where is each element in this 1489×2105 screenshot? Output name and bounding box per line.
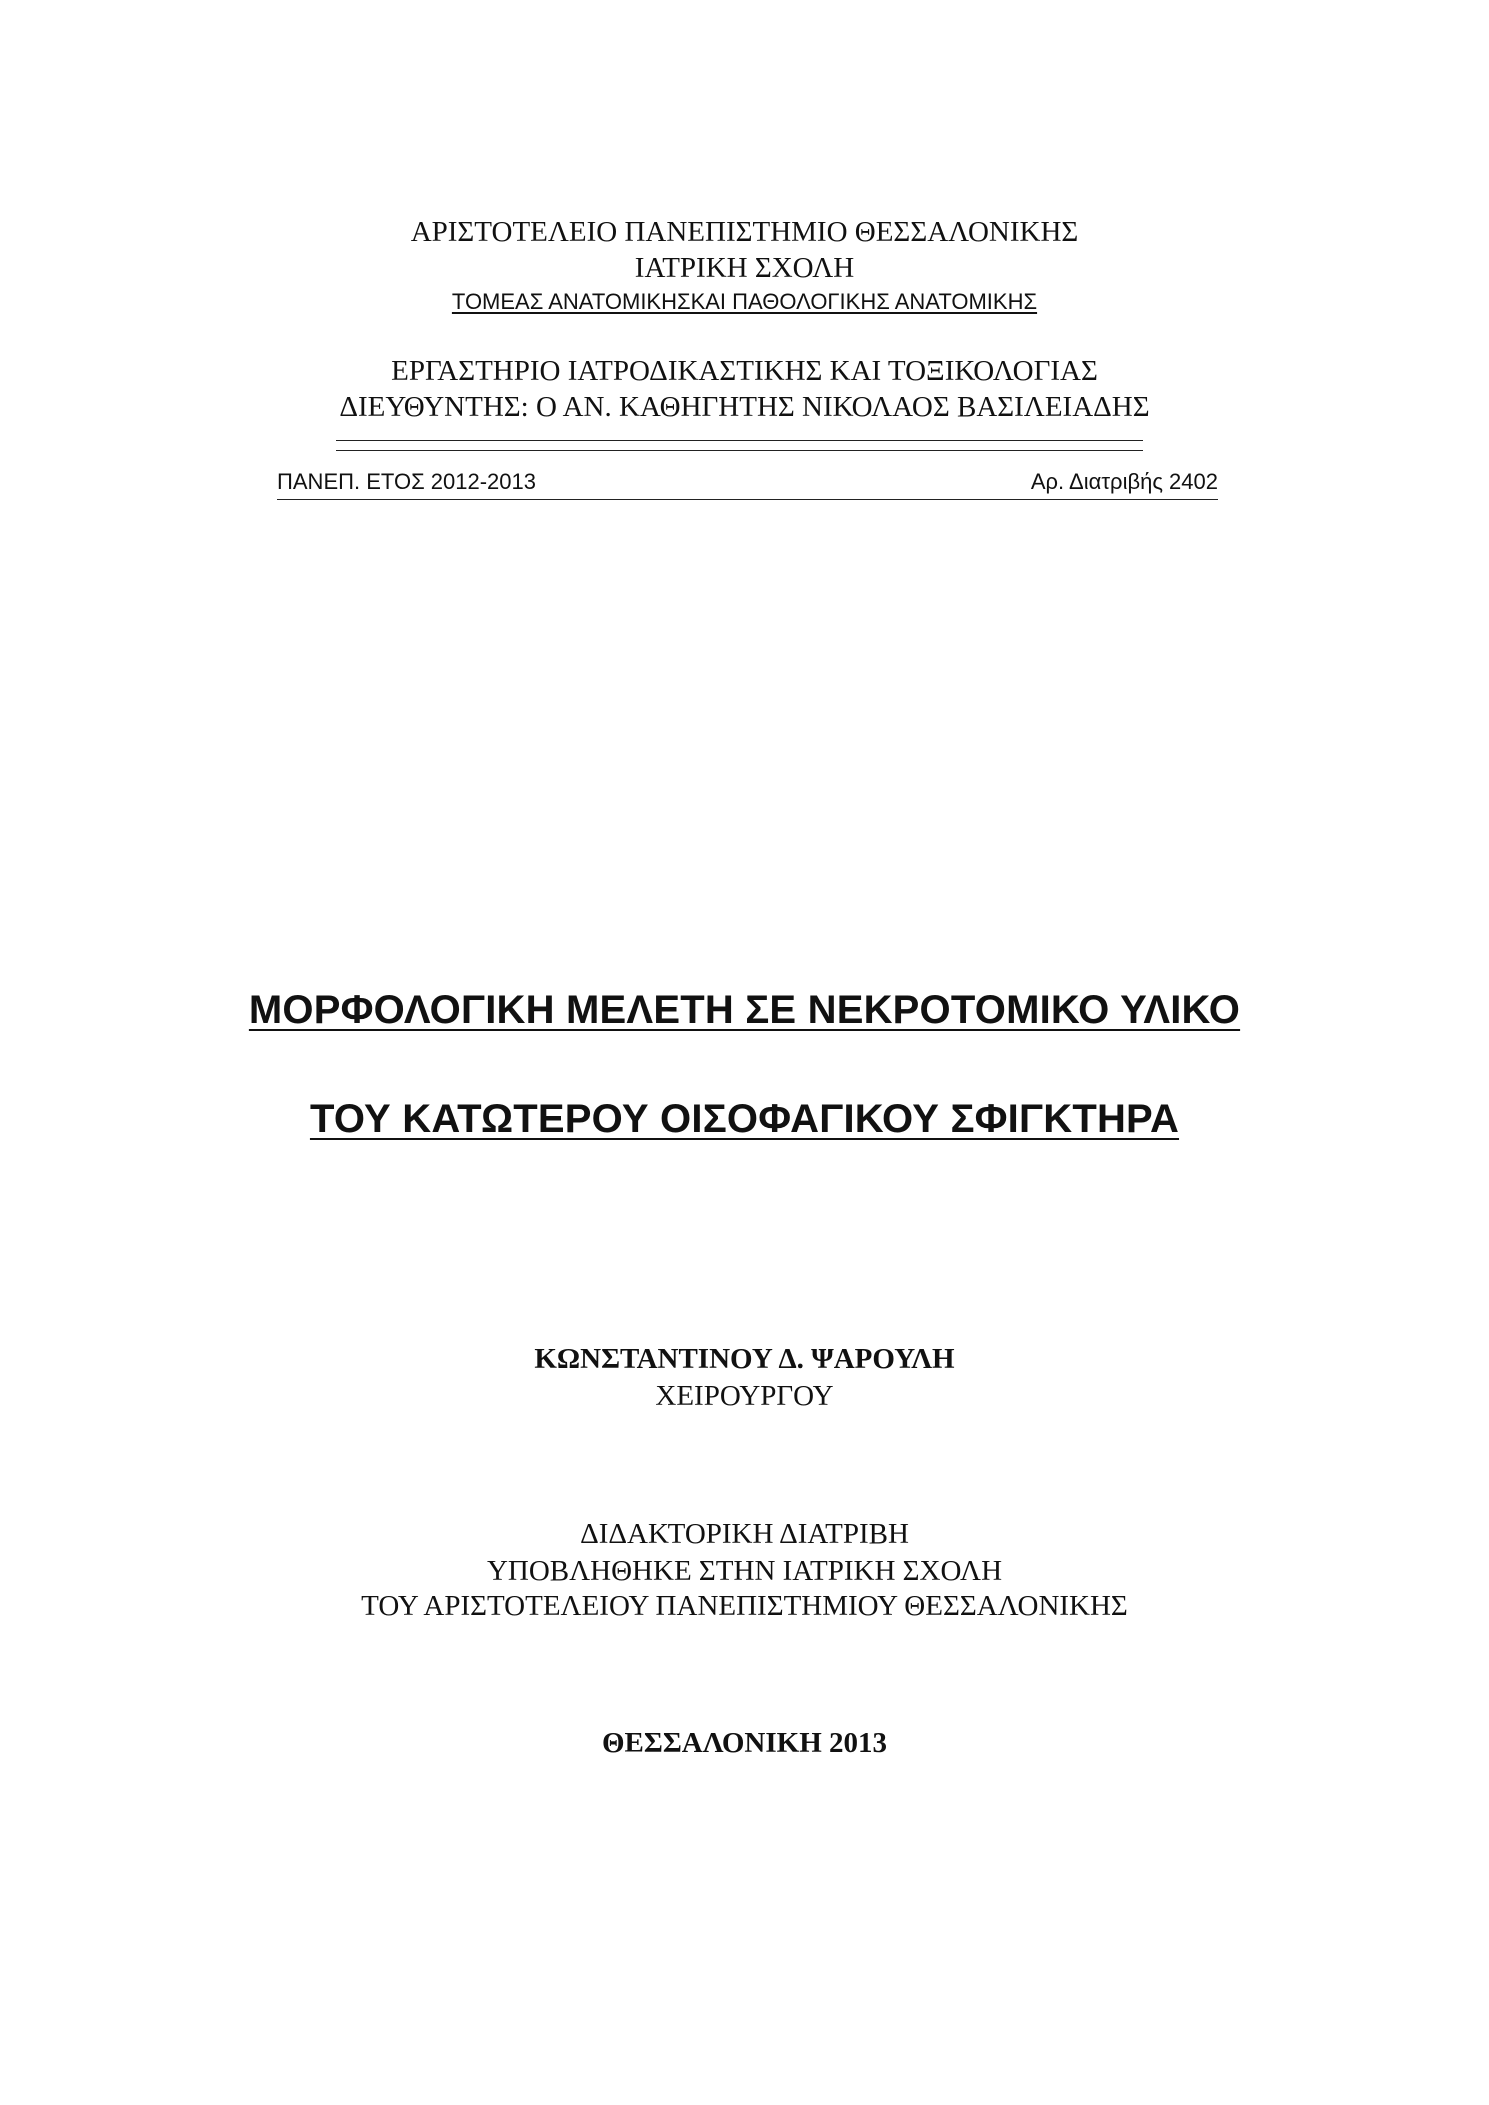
meta-row — [277, 461, 1218, 500]
place-year: ΘΕΣΣΑΛΟΝΙΚΗ 2013 — [601, 1727, 887, 1759]
author-name: ΚΩΝΣΤΑΝΤΙΝΟΥ Δ. ΨΑΡΟΥΛΗ — [534, 1343, 955, 1375]
thesis-title-line-1: ΜΟΡΦΟΛΟΓΙΚΗ ΜΕΛΕΤΗ ΣΕ ΝΕΚΡΟΤΟΜΙΚΟ ΥΛΙΚΟ — [248, 988, 1241, 1032]
academic-year: ΠΑΝΕΠ. ΕΤΟΣ 2012-2013 — [277, 469, 536, 494]
school-name: ΙΑΤΡΙΚΗ ΣΧΟΛΗ — [634, 252, 855, 284]
university-name: ΑΡΙΣΤΟΤΕΛΕΙΟ ΠΑΝΕΠΙΣΤΗΜΙΟ ΘΕΣΣΑΛΟΝΙΚΗΣ — [410, 216, 1079, 248]
director-line: ΔΙΕΥΘΥΝΤΗΣ: Ο ΑΝ. ΚΑΘΗΓΗΤΗΣ ΝΙΚΟΛΑΟΣ ΒΑΣΙΛΕΙΑΔΗΣ — [339, 391, 1150, 423]
header-divider-top — [336, 440, 1143, 441]
laboratory-name: ΕΡΓΑΣΤΗΡΙΟ ΙΑΤΡΟΔΙΚΑΣΤΙΚΗΣ ΚΑΙ ΤΟΞΙΚΟΛΟΓΙΑΣ — [391, 355, 1098, 387]
thesis-type: ΔΙΔΑΚΤΟΡΙΚΗ ΔΙΑΤΡΙΒΗ — [580, 1518, 909, 1550]
submission-line-3: ΤΟΥ ΑΡΙΣΤΟΤΕΛΕΙΟΥ ΠΑΝΕΠΙΣΤΗΜΙΟΥ ΘΕΣΣΑΛΟΝΙΚΗΣ — [361, 1590, 1128, 1622]
header-divider-bottom — [336, 450, 1143, 451]
thesis-number: Αρ. Διατριβής 2402 — [1030, 469, 1218, 494]
submission-line-2: ΥΠΟΒΛΗΘΗΚΕ ΣΤΗΝ ΙΑΤΡΙΚΗ ΣΧΟΛΗ — [486, 1555, 1003, 1587]
thesis-title-line-2: ΤΟΥ ΚΑΤΩΤΕΡΟΥ ΟΙΣΟΦΑΓΙΚΟΥ ΣΦΙΓΚΤΗΡΑ — [309, 1097, 1180, 1141]
department-name: ΤΟΜΕΑΣ ΑΝΑΤΟΜΙΚΗΣΚΑΙ ΠΑΘΟΛΟΓΙΚΗΣ ΑΝΑΤΟΜΙΚΗΣ — [451, 289, 1038, 314]
author-profession: ΧΕΙΡΟΥΡΓΟΥ — [655, 1380, 834, 1412]
